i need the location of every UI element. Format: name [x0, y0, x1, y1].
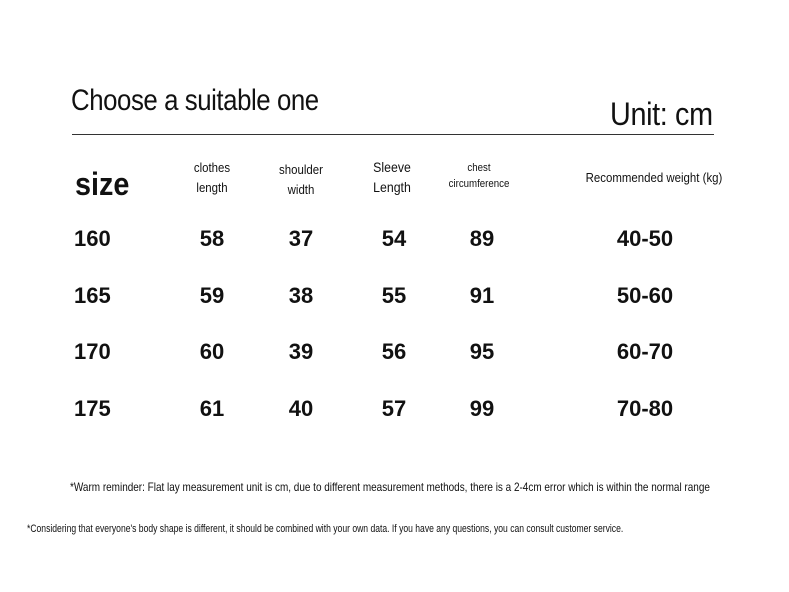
table-cell-chest-circumference: 95	[469, 339, 495, 364]
column-header-shoulder-width	[270, 160, 332, 200]
table-cell-size: 170	[74, 339, 111, 364]
column-header-line: shoulder	[279, 162, 323, 177]
table-cell-sleeve-length: 56	[381, 339, 407, 364]
column-header-clothes-length	[186, 158, 239, 198]
table-cell-sleeve-length: 55	[381, 283, 407, 308]
table-cell-sleeve-length: 57	[381, 396, 407, 421]
table-cell-shoulder-width: 39	[288, 339, 314, 364]
table-cell-size: 160	[74, 226, 111, 251]
unit-label: Unit: cm	[610, 96, 713, 132]
header-divider	[72, 134, 714, 135]
column-header-line: length	[196, 180, 228, 195]
column-header-line: width	[287, 182, 315, 197]
table-cell-shoulder-width: 40	[288, 396, 314, 421]
table-cell-recommended-weight: 50-60	[616, 283, 674, 308]
table-row	[0, 338, 789, 368]
table-cell-shoulder-width: 37	[288, 226, 314, 251]
table-cell-clothes-length: 61	[199, 396, 225, 421]
table-cell-size: 165	[74, 283, 111, 308]
table-cell-shoulder-width: 38	[288, 283, 314, 308]
warm-reminder-note: *Warm reminder: Flat lay measurement unit is cm, due to different measurement methods, there is a 2-4cm error which is within the normal range	[70, 480, 710, 494]
table-cell-chest-circumference: 89	[469, 226, 495, 251]
table-cell-size: 175	[74, 396, 111, 421]
column-header-sleeve-length	[366, 157, 419, 197]
column-header-line: Length	[373, 179, 411, 195]
column-header-size: size	[75, 166, 130, 202]
column-header-line: circumference	[448, 178, 510, 190]
column-header-line: Sleeve	[373, 159, 411, 175]
table-cell-clothes-length: 59	[199, 283, 225, 308]
table-row	[0, 395, 789, 425]
column-header-line: chest	[467, 162, 491, 174]
table-cell-clothes-length: 58	[199, 226, 225, 251]
column-header-recommended-weight: Recommended weight (kg)	[585, 170, 723, 185]
column-header-line: clothes	[193, 160, 231, 175]
table-cell-recommended-weight: 70-80	[616, 396, 674, 421]
column-header-chest-circumference	[436, 160, 522, 192]
table-cell-sleeve-length: 54	[381, 226, 407, 251]
table-cell-recommended-weight: 40-50	[616, 226, 674, 251]
body-shape-note: *Considering that everyone's body shape is different, it should be combined with your own data. If you have any questions, you can consult customer service.	[27, 523, 624, 535]
table-cell-recommended-weight: 60-70	[616, 339, 674, 364]
table-row	[0, 282, 789, 312]
page-title: Choose a suitable one	[71, 84, 319, 117]
table-cell-chest-circumference: 91	[469, 283, 495, 308]
table-cell-clothes-length: 60	[199, 339, 225, 364]
table-cell-chest-circumference: 99	[469, 396, 495, 421]
table-row	[0, 225, 789, 255]
